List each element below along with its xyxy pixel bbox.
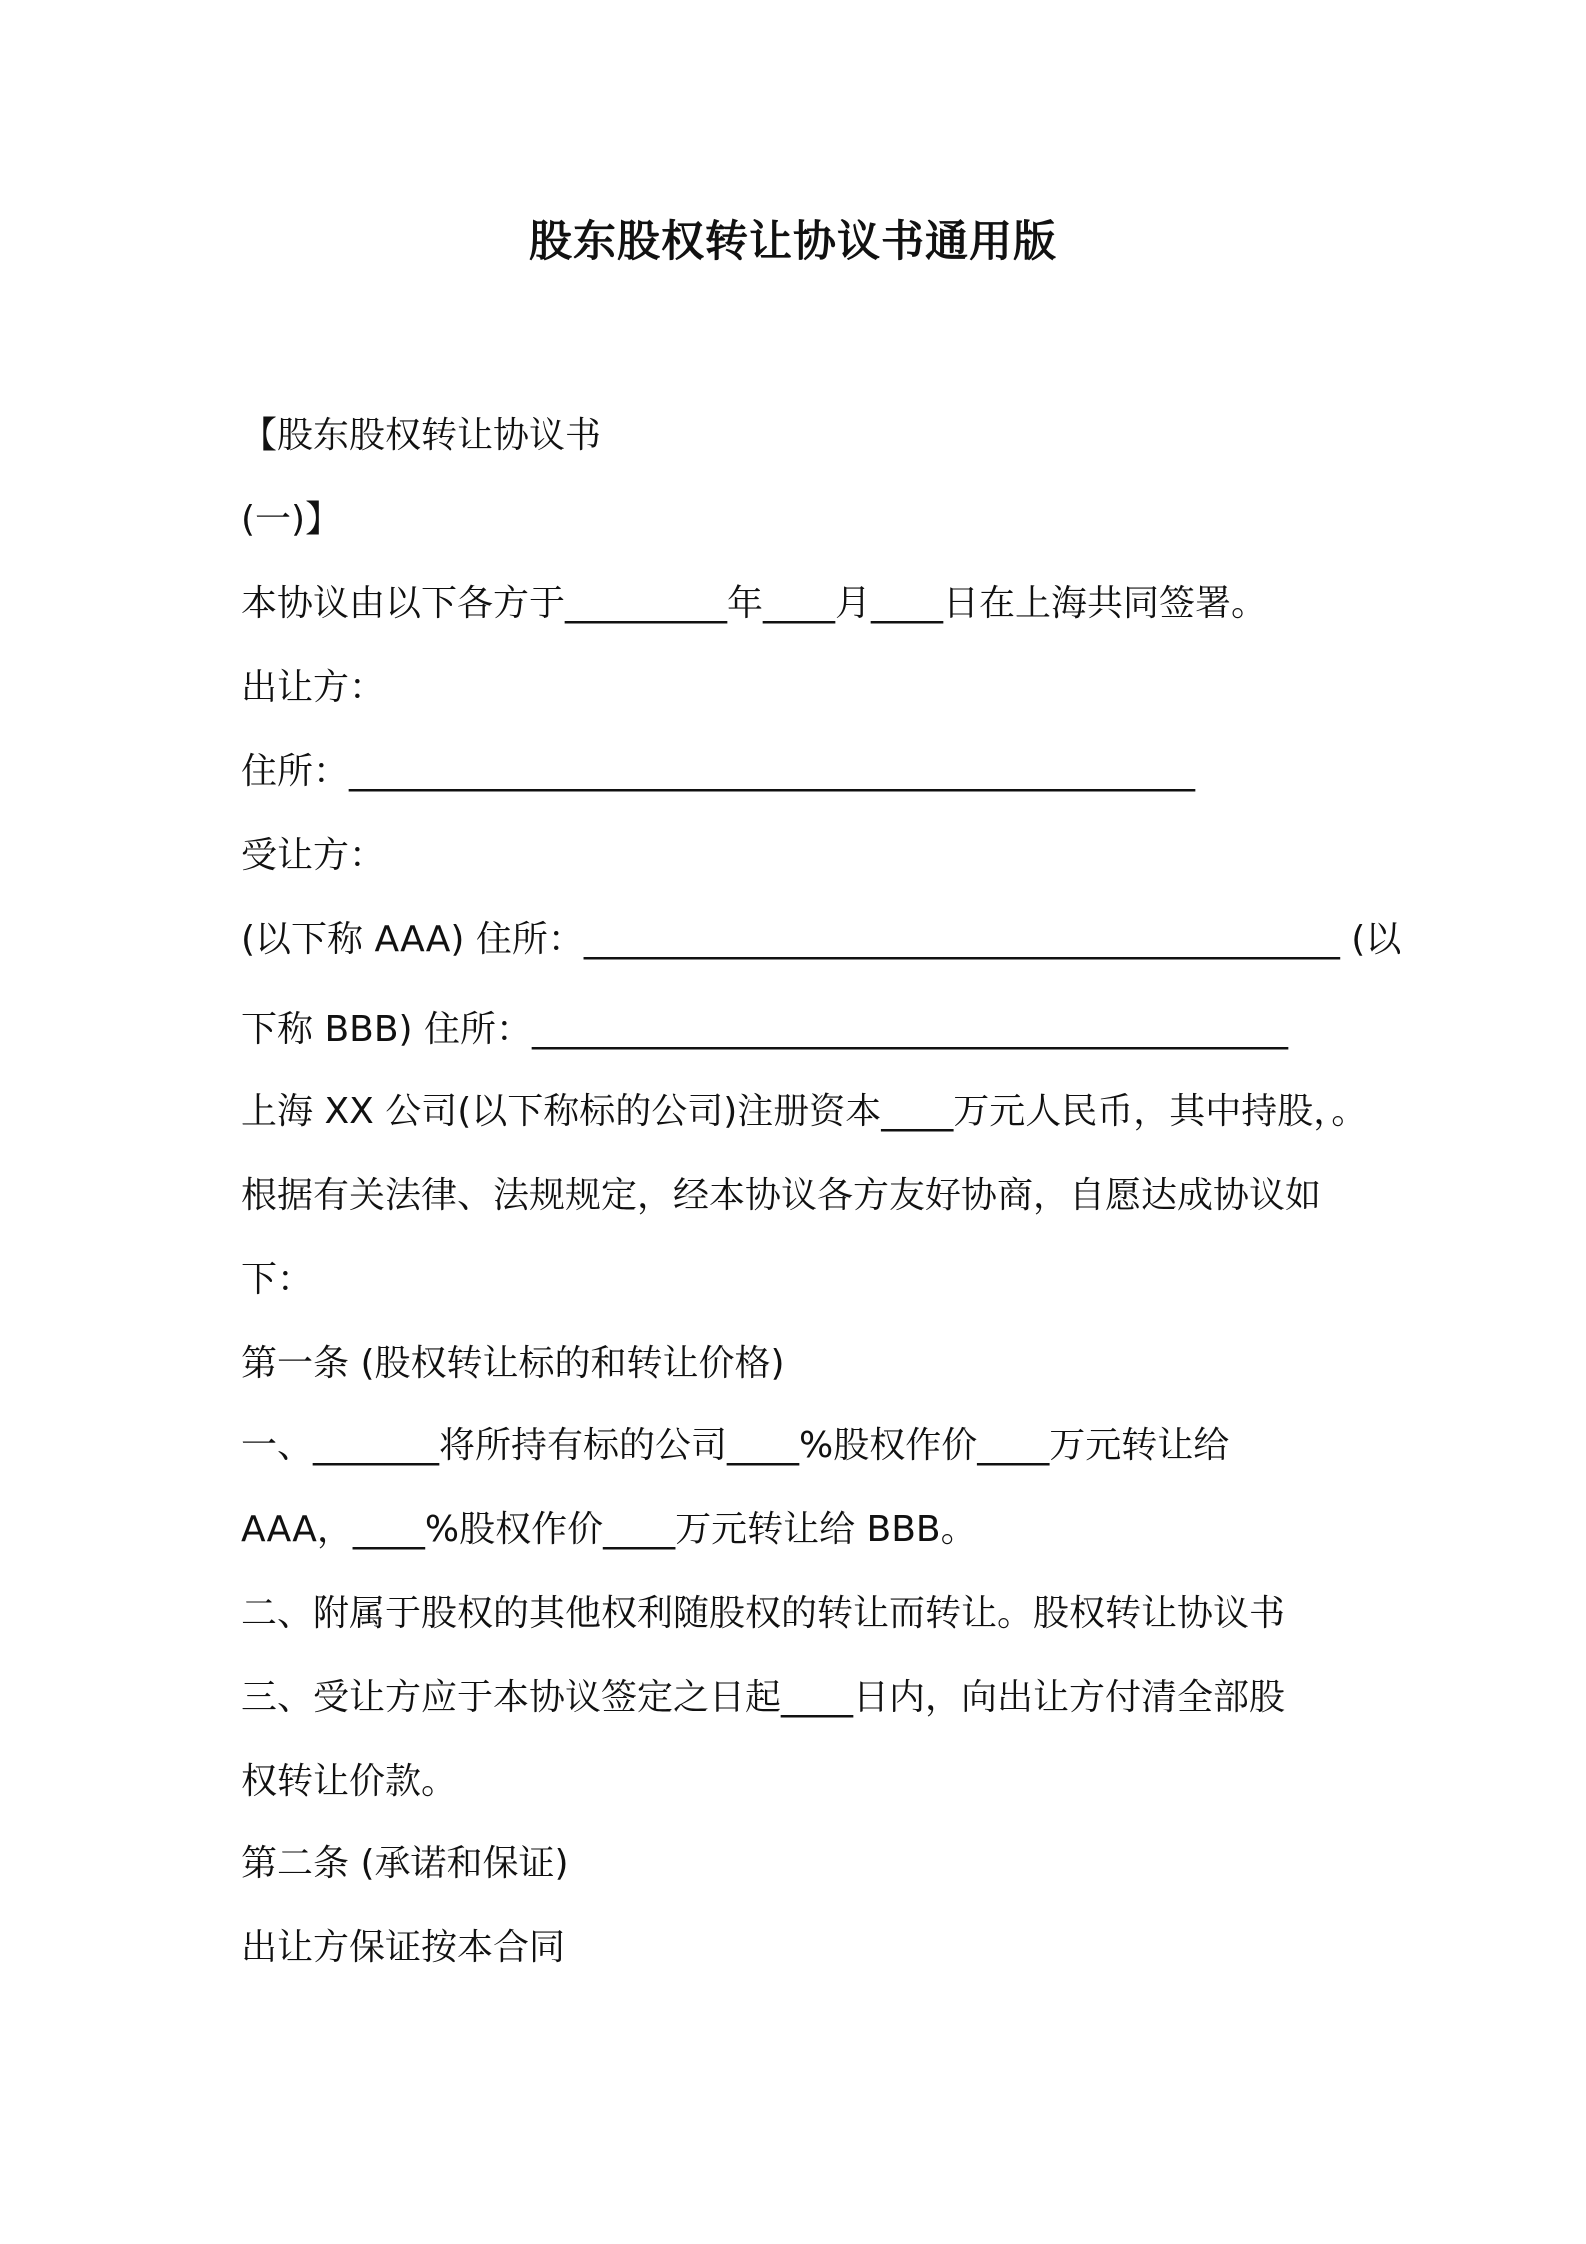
- body-line: 权转让价款。: [241, 1761, 458, 1802]
- body-line: 三、受让方应于本协议签定之日起____日内，向出让方付清全部股: [241, 1677, 1286, 1718]
- body-line: 二、附属于股权的其他权利随股权的转让而转让。股权转让协议书: [241, 1593, 1286, 1634]
- body-line: 根据有关法律、法规规定，经本协议各方友好协商，自愿达成协议如: [241, 1175, 1322, 1216]
- body-line: 出让方保证按本合同: [241, 1927, 566, 1968]
- body-line: 住所：_______________________________________________: [241, 751, 1196, 792]
- body-line: 下称 BBB) 住所：__________________________________________: [241, 1009, 1289, 1050]
- body-line: 本协议由以下各方于_________年____月____日在上海共同签署。: [241, 583, 1268, 624]
- section-heading: 第二条 (承诺和保证): [241, 1843, 569, 1884]
- body-line: (一)】: [241, 499, 342, 540]
- body-line: 下：: [241, 1259, 314, 1300]
- section-heading: 第一条 (股权转让标的和转让价格): [241, 1343, 785, 1384]
- body-line: (以下称 AAA) 住所：__________________________________________ (以: [241, 919, 1402, 960]
- body-line: 出让方：: [241, 667, 386, 708]
- body-line: 上海 XX 公司(以下称标的公司)注册资本____万元人民币，其中持股，。: [241, 1091, 1368, 1132]
- body-line: 【股东股权转让协议书: [241, 415, 602, 456]
- body-line: 一、_______将所持有标的公司____%股权作价____万元转让给: [241, 1425, 1230, 1466]
- document-title: 股东股权转让协议书通用版: [529, 217, 1057, 267]
- body-line: 受让方：: [241, 835, 386, 876]
- body-line: AAA，____%股权作价____万元转让给 BBB。: [241, 1509, 977, 1550]
